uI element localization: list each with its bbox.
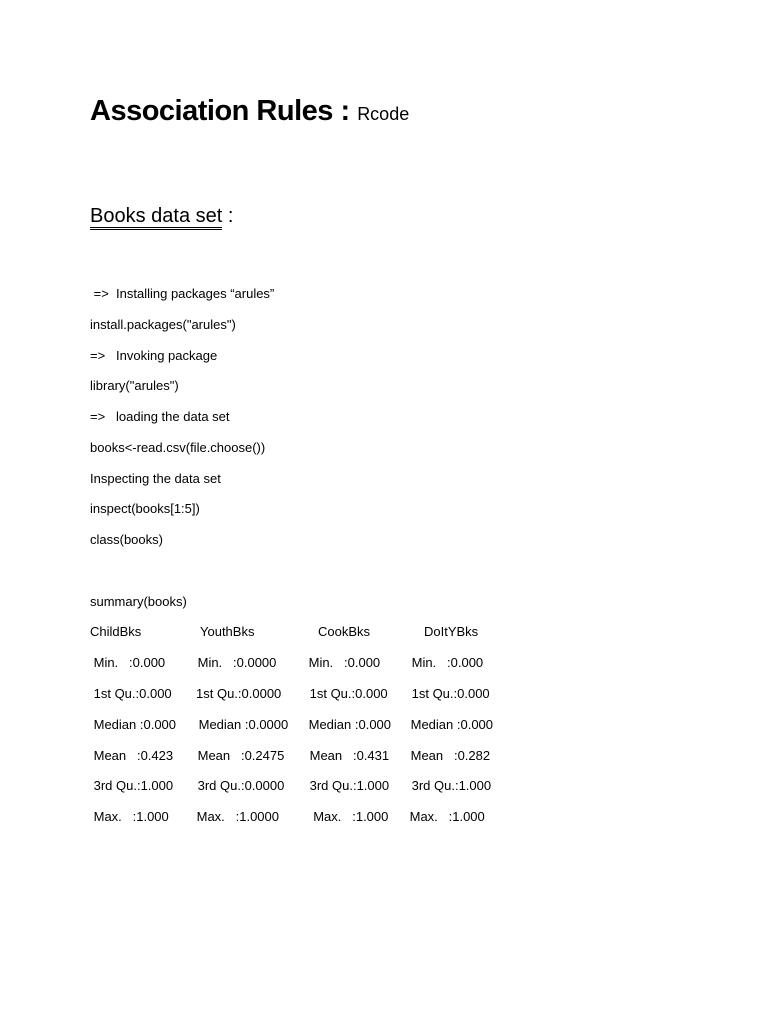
summary-cell: Median :0.0000	[195, 717, 289, 732]
summary-header: YouthBks	[200, 624, 255, 639]
summary-cell: Min. :0.0000	[194, 655, 277, 670]
summary-cell: 1st Qu.:0.000	[408, 686, 490, 701]
summary-cell: Mean :0.282	[407, 748, 491, 763]
text-line: => loading the data set	[90, 409, 230, 424]
page-title	[90, 95, 409, 128]
summary-header: ChildBks	[90, 624, 142, 639]
summary-cell: Max. :1.0000	[193, 809, 279, 824]
text-line: inspect(books[1:5])	[90, 501, 200, 516]
summary-cell: Max. :1.000	[306, 809, 389, 824]
summary-cell: 1st Qu.:0.0000	[196, 686, 282, 701]
text-line: books<-read.csv(file.choose())	[90, 440, 266, 455]
summary-cell: Median :0.000	[305, 717, 392, 732]
summary-cell: Mean :0.2475	[194, 748, 285, 763]
summary-cell: Min. :0.000	[90, 655, 166, 670]
section-heading	[90, 205, 233, 228]
summary-cell: Median :0.000	[90, 717, 177, 732]
summary-cell: 3rd Qu.:1.000	[408, 778, 492, 793]
summary-cell: Max. :1.000	[406, 809, 485, 824]
summary-cell: Mean :0.423	[90, 748, 174, 763]
section-heading-suffix: :	[222, 205, 234, 227]
section-heading-text: Books data set	[90, 205, 222, 230]
summary-header: DoItYBks	[424, 624, 479, 639]
summary-header: CookBks	[318, 624, 371, 639]
summary-cell: 3rd Qu.:1.000	[306, 778, 390, 793]
summary-cell: 3rd Qu.:1.000	[90, 778, 174, 793]
text-line: Inspecting the data set	[90, 471, 221, 486]
summary-cell: 1st Qu.:0.000	[306, 686, 388, 701]
summary-cell: Mean :0.431	[306, 748, 390, 763]
summary-cell: Min. :0.000	[408, 655, 484, 670]
text-line: summary(books)	[90, 594, 187, 609]
summary-cell: Median :0.000	[407, 717, 494, 732]
title-text: Association Rules :	[90, 95, 350, 127]
summary-cell: Min. :0.000	[305, 655, 381, 670]
text-line: => Installing packages “arules”	[90, 286, 275, 301]
summary-cell: 1st Qu.:0.000	[90, 686, 172, 701]
text-line: => Invoking package	[90, 348, 218, 363]
title-subtext: Rcode	[357, 104, 410, 124]
summary-cell: 3rd Qu.:0.0000	[194, 778, 285, 793]
summary-cell: Max. :1.000	[90, 809, 169, 824]
text-line: class(books)	[90, 532, 163, 547]
text-line: library("arules")	[90, 378, 179, 393]
text-line: install.packages("arules")	[90, 317, 236, 332]
